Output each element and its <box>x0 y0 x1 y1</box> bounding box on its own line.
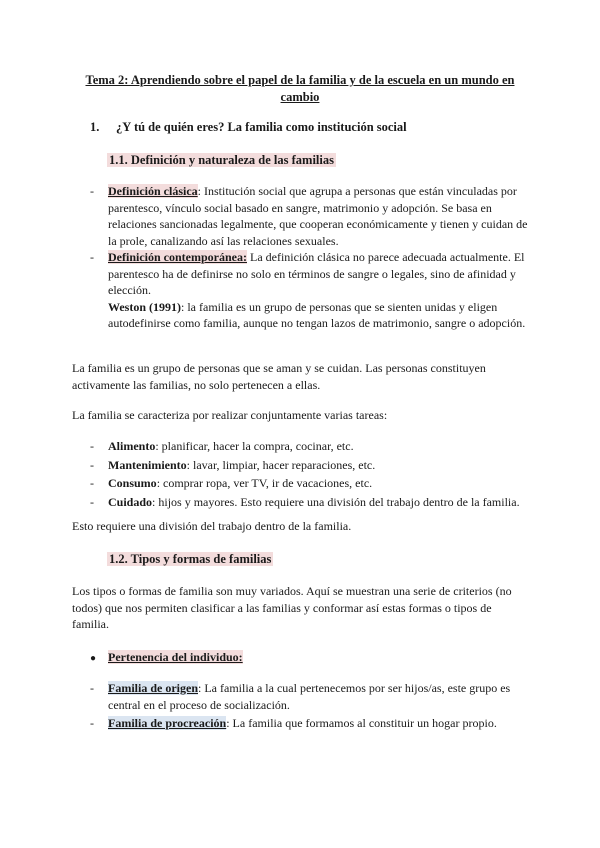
section-1-label: ¿Y tú de quién eres? La familia como institución social <box>116 120 407 134</box>
section-1-heading <box>90 119 407 136</box>
dash-bullet: - <box>90 250 94 264</box>
definitions-list <box>90 183 530 332</box>
dash-bullet: - <box>90 681 94 695</box>
subsection-1-2-label: 1.2. Tipos y formas de familias <box>109 552 272 566</box>
weston-definition <box>90 299 530 332</box>
definition-term: Definición clásica <box>108 184 198 198</box>
list-item <box>90 183 530 249</box>
paragraph: Esto requiere una división del trabajo dentro de la familia. <box>72 519 352 533</box>
subsection-1-2-heading <box>107 551 273 568</box>
weston-text: : la familia es un grupo de personas que se sienten unidas y eligen autodefinirse como familia, aunque no tengan lazos de matrimonio, sangre o adopción. <box>108 299 526 330</box>
familia-term: Familia de procreación <box>108 716 227 730</box>
list-item <box>90 249 530 299</box>
subsection-1-1-heading <box>107 152 336 169</box>
familia-text: : La familia que formamos al constituir un hogar propio. <box>226 716 497 730</box>
dash-bullet: - <box>90 476 94 490</box>
familia-term: Familia de origen <box>108 681 198 695</box>
pertenencia-label: Pertenencia del individuo: <box>108 650 243 664</box>
bullet-dot-icon: ● <box>90 653 97 664</box>
task-term: Consumo <box>108 476 157 490</box>
task-text: : planificar, hacer la compra, cocinar, etc. <box>155 439 354 453</box>
paragraph: La familia se caracteriza por realizar conjuntamente varias tareas: <box>72 408 388 422</box>
familias-list <box>90 680 530 732</box>
dash-bullet: - <box>90 716 94 730</box>
definition-term: Definición contemporánea: <box>108 250 247 264</box>
list-item <box>90 715 530 732</box>
pertenencia-heading <box>90 649 243 668</box>
task-text: : comprar ropa, ver TV, ir de vacaciones, etc. <box>156 476 373 490</box>
list-item <box>90 494 540 511</box>
task-text: : hijos y mayores. Esto requiere una división del trabajo dentro de la familia. <box>152 494 520 509</box>
dash-bullet: - <box>90 457 94 472</box>
list-item <box>90 457 540 474</box>
section-1-number: 1. <box>90 120 100 134</box>
task-term: Cuidado <box>108 494 153 509</box>
dash-bullet: - <box>90 184 94 198</box>
dash-bullet: - <box>90 439 94 453</box>
paragraph: Los tipos o formas de familia son muy variados. Aquí se muestran una serie de criterios (no todos) que nos permiten clasificar a las familias y conformar así estas formas o tipos de familia. <box>72 584 512 631</box>
task-term: Mantenimiento <box>108 457 187 472</box>
weston-term: Weston (1991) <box>108 299 181 314</box>
list-item <box>90 438 540 455</box>
dash-bullet: - <box>90 494 94 509</box>
list-item <box>90 680 530 713</box>
list-item <box>90 475 540 492</box>
definition-text: : Institución social que agrupa a personas que están vinculadas por parentesco, vínculo social basado en sangre, matrimonio y adopción. Se basa en relaciones sancionadas legalmente, que cooperan económicamente y tienen y cuidan de la prole, canalizando así las relaciones sexuales. <box>108 184 528 248</box>
paragraph: La familia es un grupo de personas que se aman y se cuidan. Las personas constituyen activamente las familias, no solo pertenecen a ellas. <box>72 361 486 392</box>
tasks-list <box>90 438 540 510</box>
task-term: Alimento <box>108 439 156 453</box>
document-title: Tema 2: Aprendiendo sobre el papel de la familia y de la escuela en un mundo en cambio <box>85 73 515 104</box>
familia-text: : La familia a la cual pertenecemos por ser hijos/as, este grupo es central en el proceso de socialización. <box>108 681 511 712</box>
definition-text: La definición clásica no parece adecuada actualmente. El parentesco ha de definirse no solo en términos de sangre o legales, sino de afinidad y elección. <box>108 250 525 297</box>
subsection-1-1-label: 1.1. Definición y naturaleza de las familias <box>109 153 334 167</box>
task-text: : lavar, limpiar, hacer reparaciones, etc. <box>186 457 376 472</box>
